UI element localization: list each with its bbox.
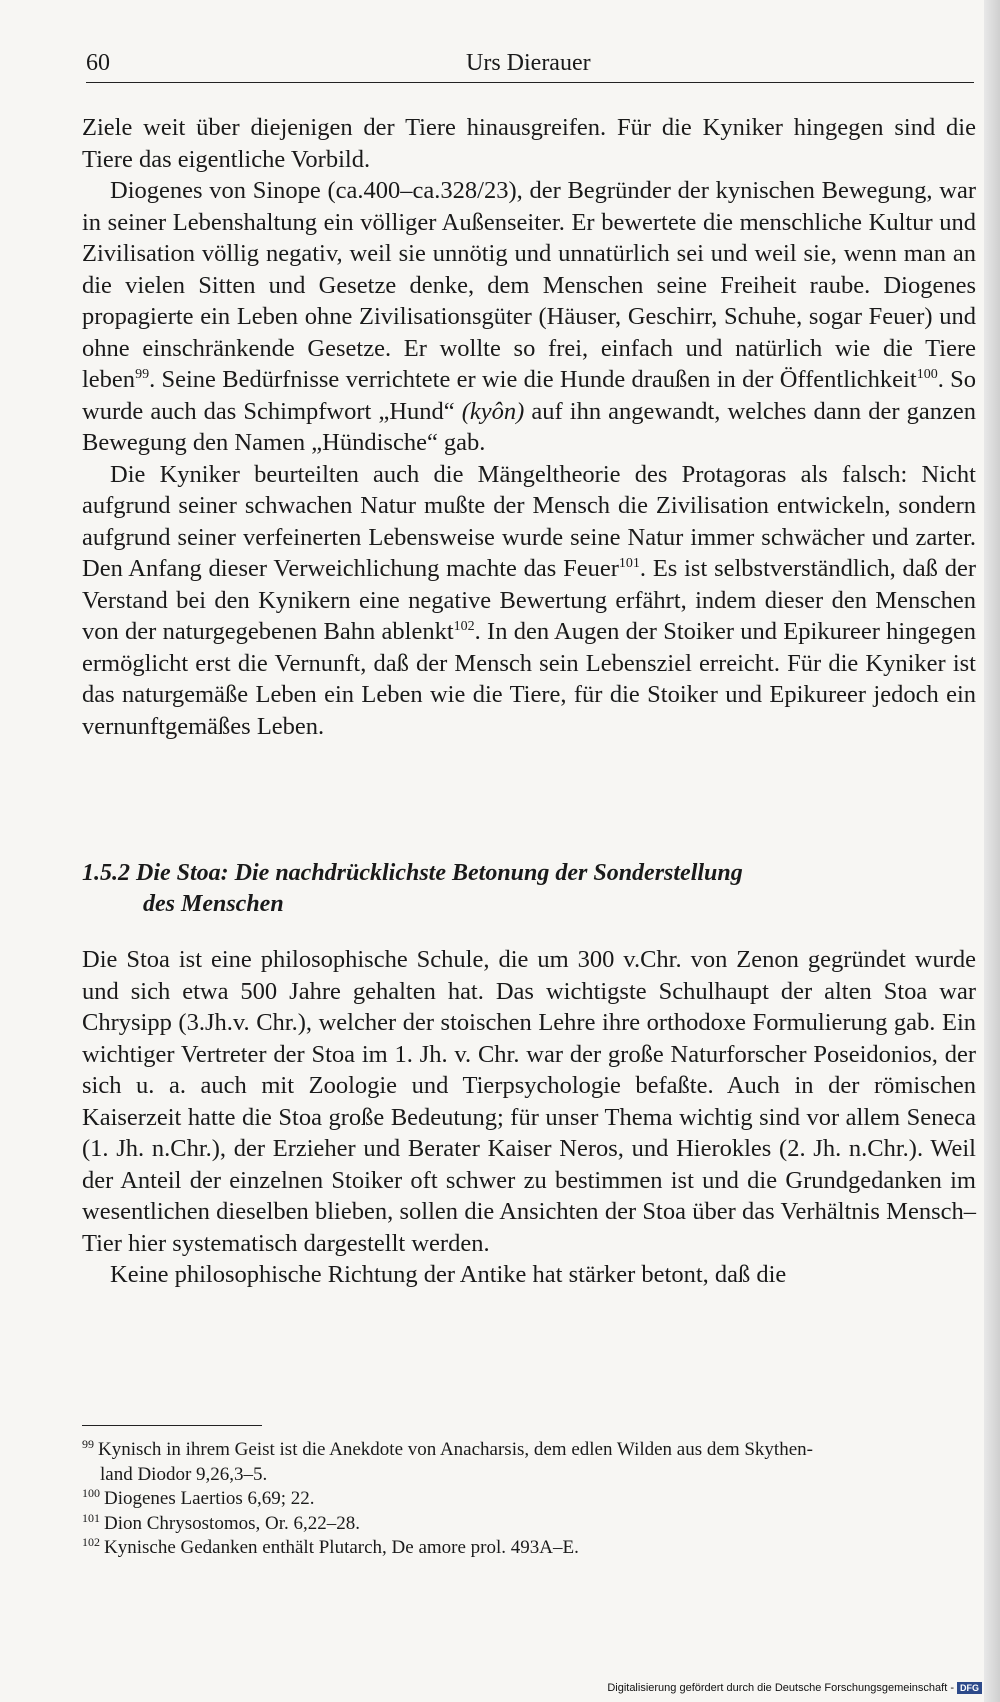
footnote-text: Kynische Gedanken enthält Plutarch, De amore prol. 493A–E. — [104, 1537, 579, 1558]
paragraph-3-end: . In den Augen der Stoiker und Epikureer hingegen ermöglicht erst die Vernunft, daß der Mensch sein Lebensziel erreicht. Für die Kyniker ist das naturgemäße Leben ein Leben wie die Tiere, für die Stoiker und Epikureer jedoch ein vernunftgemäßes Leben. — [82, 618, 976, 740]
paragraph-3-start: Die Kyniker beurteilten auch die Mängeltheorie des Protagoras als falsch: Nicht aufgrund seiner schwachen Natur mußte der Mensch die Zivilisation entwickeln, sondern aufgrund seiner verfeinerten Lebensweise wurde seine Natur immer schwächer und zarter. Den Anfang dieser Verweichlichung machte das Feuer — [82, 460, 976, 582]
section-heading-line-1: 1.5.2 Die Stoa: Die nachdrücklichste Betonung der Sonderstellung — [82, 860, 743, 886]
dfg-logo: DFG — [957, 1682, 982, 1694]
footnote-ref-102[interactable]: 102 — [453, 619, 475, 634]
footnote-text: Kynisch in ihrem Geist ist die Anekdote von Anacharsis, dem edlen Wilden aus dem Skythen- — [98, 1439, 813, 1460]
footnotes — [82, 1438, 976, 1561]
body-text-bottom — [82, 944, 976, 1291]
page-edge — [984, 0, 1000, 1702]
footnote-number: 102 — [82, 1535, 100, 1549]
page-header — [86, 50, 974, 84]
paragraph-3 — [82, 459, 976, 743]
paragraph-1: Ziele weit über diejenigen der Tiere hinausgreifen. Für die Kyniker hingegen sind die Tiere das eigentliche Vorbild. — [82, 114, 976, 173]
paragraph-2 — [82, 175, 976, 459]
footnote-ref-100[interactable]: 100 — [916, 367, 938, 382]
paragraph-4: Die Stoa ist eine philosophische Schule, die um 300 v.Chr. von Zenon gegründet wurde und sich etwa 500 Jahre gehalten hat. Das wichtigste Schulhaupt der alten Stoa war Chrysipp (3.Jh.v. Chr.), welcher der stoischen Lehre ihre orthodoxe Formulierung gab. Ein wichtiger Vertreter der Stoa im 1. Jh. v. Chr. war der große Naturforscher Poseidonios, der sich u. a. auch mit Zoologie und Tierpsychologie befaßte. Auch in der römischen Kaiserzeit hatte die Stoa große Bedeutung; für unser Thema wichtig sind vor allem Seneca (1. Jh. n.Chr.), der Erzieher und Berater Kaiser Neros, und Hierokles (2. Jh. n.Chr.). Weil der Anteil der einzelnen Stoiker oft schwer zu bestimmen ist und die Grundgedanken im wesentlichen dieselben blieben, sollen die Ansichten der Stoa über das Verhältnis Mensch–Tier hier systematisch dargestellt werden. — [82, 946, 976, 1257]
footnote-102 — [82, 1536, 976, 1561]
footnote-number: 99 — [82, 1437, 94, 1451]
footnote-ref-101[interactable]: 101 — [618, 556, 640, 571]
footnote-100 — [82, 1487, 976, 1512]
footnote-99 — [82, 1438, 976, 1487]
footnote-text: Dion Chrysostomos, Or. 6,22–28. — [104, 1512, 360, 1534]
footnote-number: 101 — [82, 1510, 100, 1525]
footnote-text: Diogenes Laertios 6,69; 22. — [104, 1488, 315, 1509]
body-text-top — [82, 112, 976, 742]
footnote-text-continued: land Diodor 9,26,3–5. — [100, 1463, 268, 1485]
footnote-number: 100 — [82, 1486, 100, 1500]
footnote-rule — [82, 1425, 262, 1426]
paragraph-3-part: . Es ist selbstverständlich, daß der Verstand bei den Kynikern eine negative Bewertung erfährt, indem dieser den Menschen von der naturgegebenen Bahn ablenkt — [82, 555, 976, 645]
greek-term-kyon: (kyôn) — [461, 397, 525, 425]
header-rule — [86, 82, 974, 83]
paragraph-5: Keine philosophische Richtung der Antike hat stärker betont, daß die — [110, 1261, 787, 1288]
credit-text: Digitalisierung gefördert durch die Deutsche Forschungsgemeinschaft - — [607, 1682, 954, 1694]
running-head: Urs Dierauer — [466, 50, 591, 76]
paragraph-2-start: Diogenes von Sinope (ca.400–ca.328/23), der Begründer der kynischen Bewegung, war in seiner Lebenshaltung ein völliger Außenseiter. Er bewertete die menschliche Kultur und Zivilisation völlig negativ, weil sie unnötig und unnatürlich sei und weil sie, wenn man an die vielen Sitten und Gesetze denke, dem Menschen seine Freiheit raube. Diogenes propagierte ein Leben ohne Zivilisationsgüter (Häuser, Geschirr, Schuhe, sogar Feuer) und ohne einschränkende Gesetze. Er wollte so frei, einfach und natürlich wie die Tiere leben — [82, 177, 976, 393]
page-number: 60 — [86, 50, 110, 76]
footnote-ref-99[interactable]: 99 — [135, 367, 150, 382]
section-heading — [82, 858, 976, 920]
paragraph-2-part: . Seine Bedürfnisse verrichtete er wie die Hunde draußen in der Öffentlichkeit — [149, 366, 917, 393]
section-heading-line-2: des Menschen — [143, 891, 284, 917]
paragraph-2-part: . So wurde auch das Schimpfwort „Hund“ — [82, 366, 976, 425]
digitization-credit — [607, 1682, 982, 1694]
paragraph-2-end: auf ihn angewandt, welches dann der ganzen Bewegung den Namen „Hündische“ gab. — [82, 397, 976, 456]
footnote-101 — [82, 1512, 976, 1537]
